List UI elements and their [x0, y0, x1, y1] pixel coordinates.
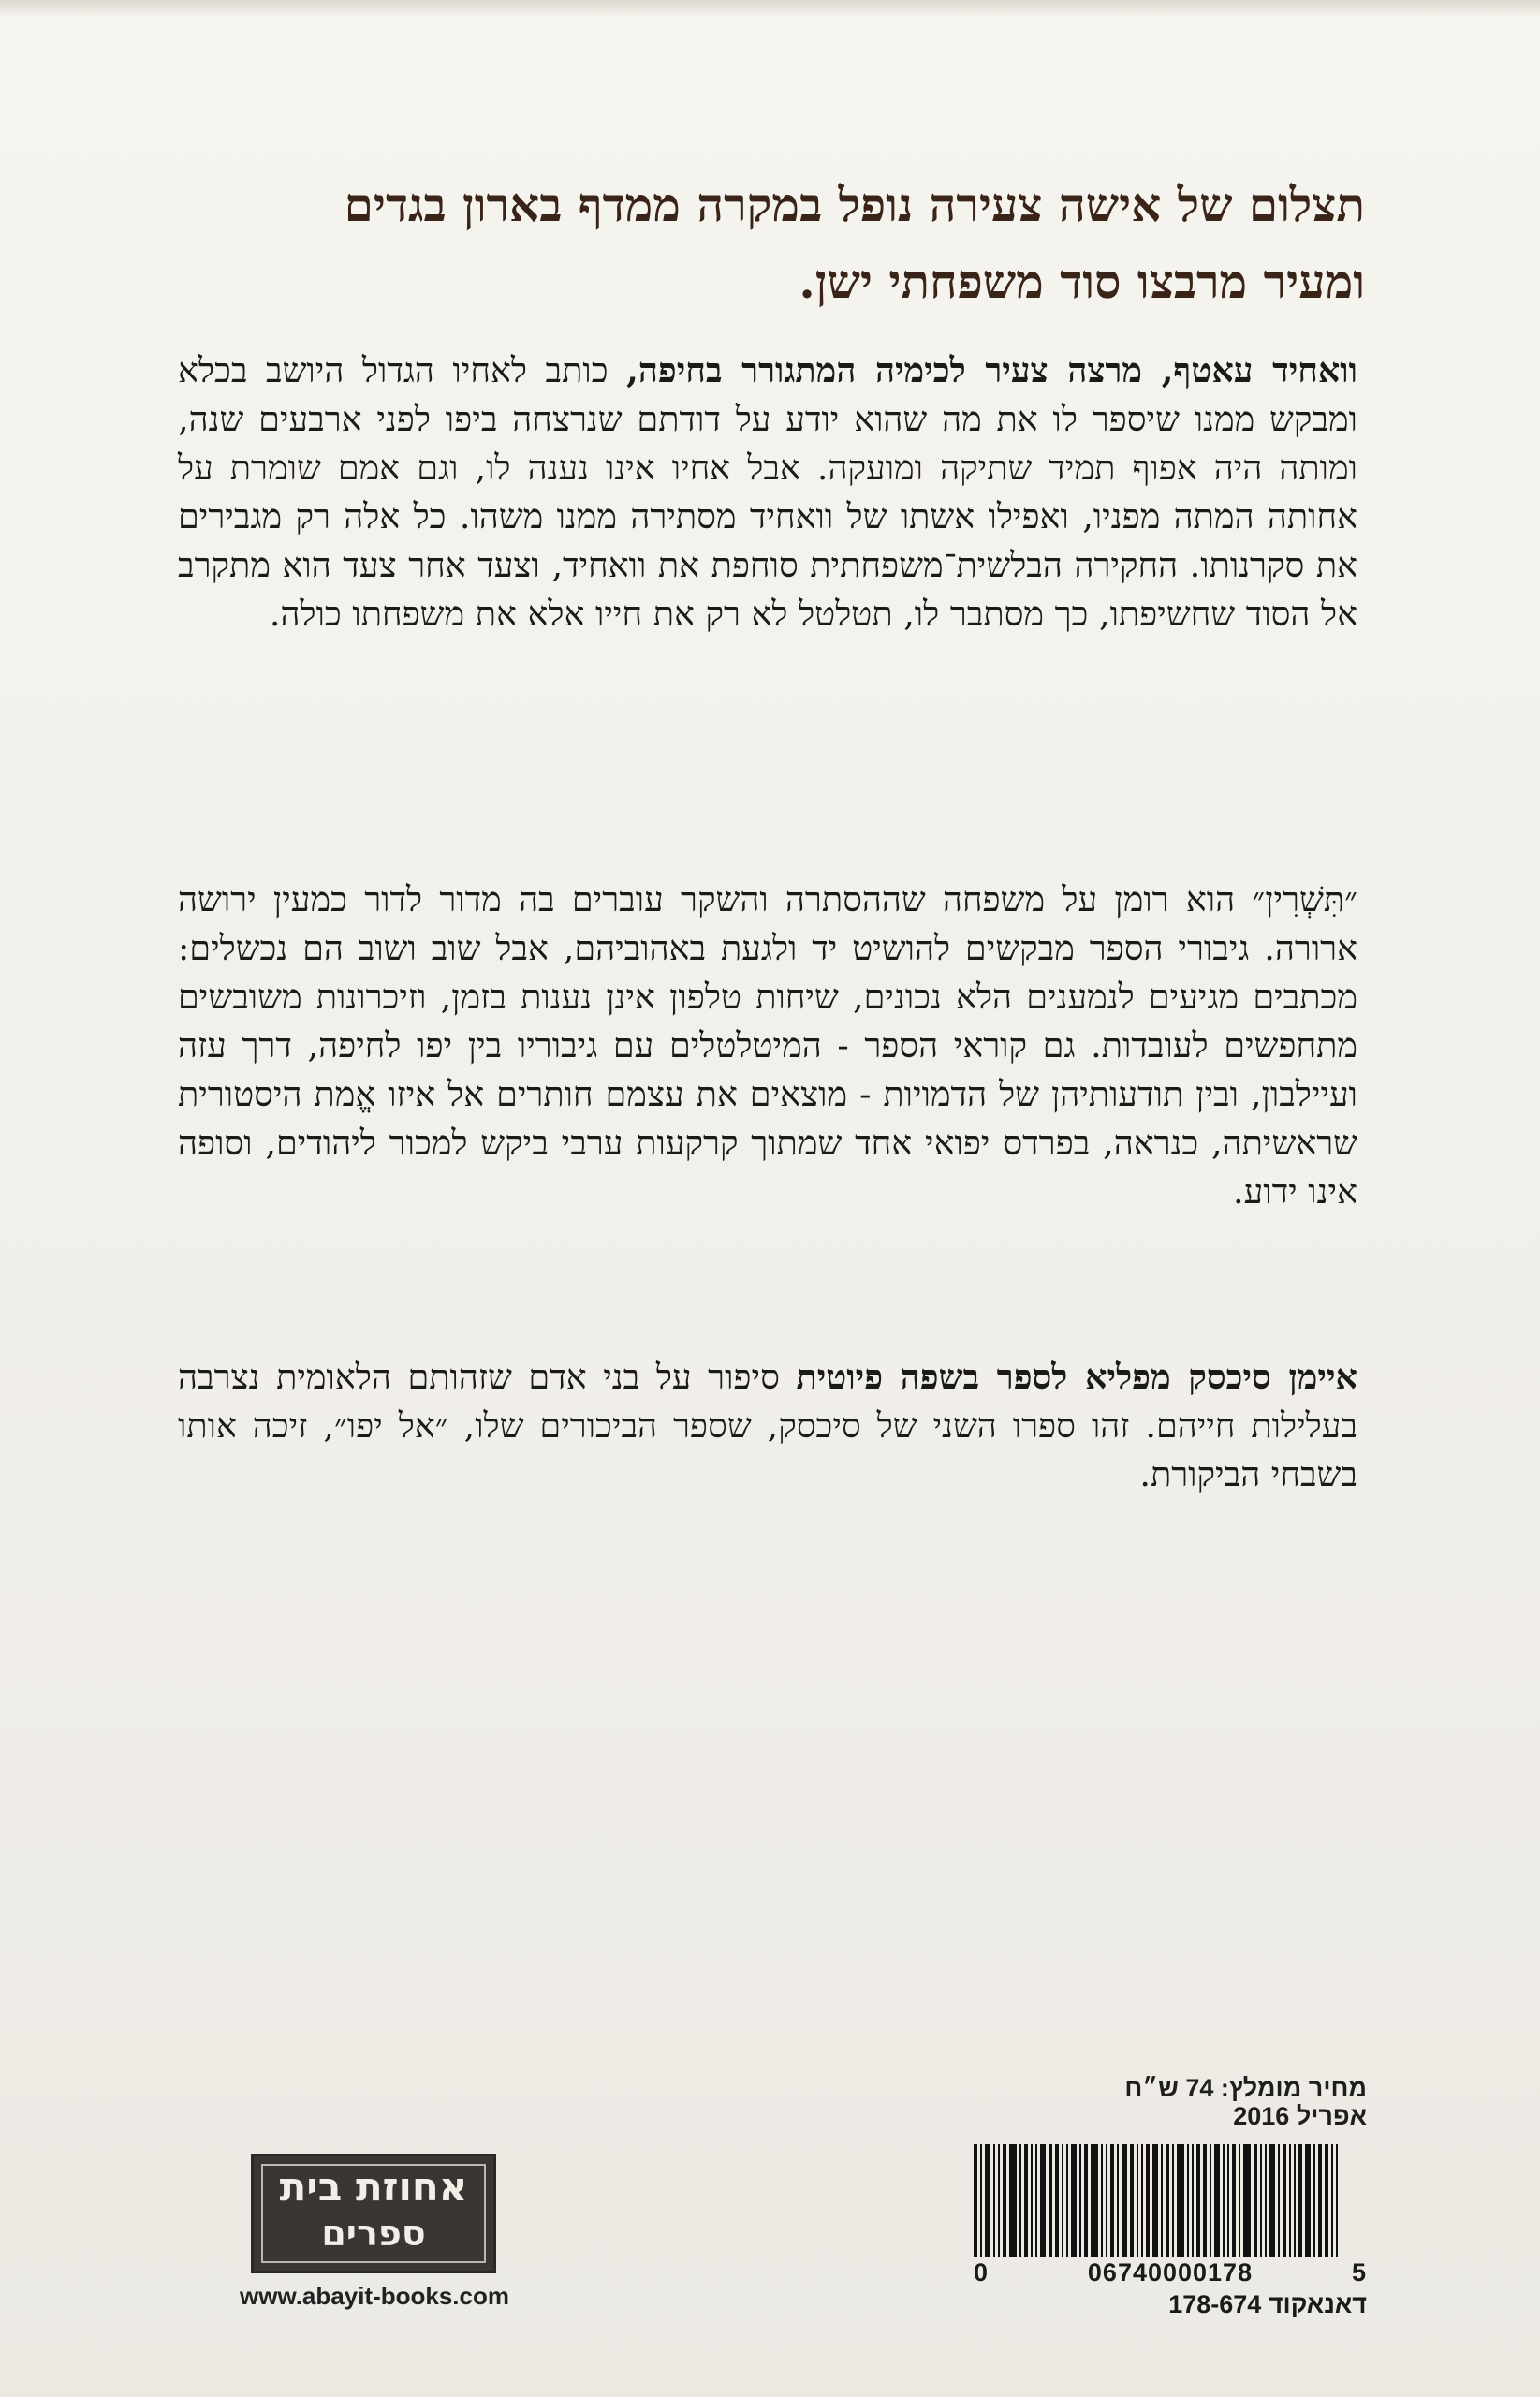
barcode-bar: [1117, 2144, 1119, 2257]
barcode-bar: [1269, 2144, 1275, 2257]
barcode-number: [974, 2258, 1367, 2287]
barcode-bar: [1122, 2144, 1127, 2257]
barcode-bar: [1187, 2144, 1189, 2257]
barcode-bar: [1298, 2144, 1302, 2257]
barcode-bar: [1031, 2144, 1033, 2257]
barcode-bar: [1009, 2144, 1017, 2257]
barcode-bar: [1214, 2144, 1220, 2257]
barcode-bar: [1289, 2144, 1291, 2257]
price-block: [969, 2074, 1367, 2130]
barcode-bar: [1243, 2144, 1251, 2257]
barcode-bar: [1278, 2144, 1280, 2257]
barcode-bar: [1079, 2144, 1081, 2257]
barcode: [974, 2144, 1367, 2257]
barcode-bar: [998, 2144, 1000, 2257]
barcode-bar: [993, 2144, 995, 2257]
barcode-bar: [1254, 2144, 1257, 2257]
publication-date: אפריל 2016: [1233, 2102, 1367, 2130]
dunacode: דאנאקוד 178-674: [1168, 2290, 1367, 2318]
recommended-price: מחיר מומלץ: 74 ש״ח: [1124, 2074, 1367, 2102]
paragraph-2-text: ״תִּשְׁרִין״ הוא רומן על משפחה שההסתרה והשקר עוברים בה מדור לדור כמעין ירושה ארורה. גיבורי הספר מבקשים להושיט יד ולגעת באהוביהם, אבל שוב ושוב הם נכשלים: מכתבים מגיעים לנמענים הלא נכונים, שיחות טלפון אינן נענות בזמן, וזיכרונות משובשים מתחפשים לעובדות. גם קוראי הספר - המיטלטלים עם גיבוריו בין יפו לחיפה, דרך עזה ועיילבון, ובין תודעותיהן של הדמויות - מוצאים את עצמם חותרים אל איזו אֱמת היסטורית שראשיתה, כנראה, בפרדס יפואי אחד שמתוך קרקעות ערבי ביקש למכור ליהודים, וסופה אינו ידוע.: [178, 879, 1357, 1212]
barcode-bar: [1101, 2144, 1103, 2257]
barcode-bar: [1141, 2144, 1143, 2257]
barcode-bar: [1313, 2144, 1315, 2257]
barcode-bar: [1066, 2144, 1068, 2257]
publisher-logo: [251, 2154, 496, 2273]
barcode-bar: [1177, 2144, 1184, 2257]
barcode-bar: [1035, 2144, 1037, 2257]
barcode-bar: [1325, 2144, 1328, 2257]
headline-line-1: תצלום של אישה צעירה נופל במקרה ממדף בארון בגדים: [344, 177, 1365, 232]
barcode-bar: [1146, 2144, 1150, 2257]
barcode-digits-middle: 06740000178: [1087, 2258, 1254, 2287]
barcode-bar: [1232, 2144, 1236, 2257]
barcode-bar: [1283, 2144, 1286, 2257]
barcode-bar: [1040, 2144, 1046, 2257]
barcode-bar: [1137, 2144, 1138, 2257]
barcode-bar: [1091, 2144, 1098, 2257]
barcode-bar: [1210, 2144, 1211, 2257]
blurb-paragraph-3: [178, 1353, 1357, 1499]
barcode-digit-right: 5: [1351, 2258, 1367, 2287]
barcode-bar: [1318, 2144, 1322, 2257]
barcode-bar: [1055, 2144, 1059, 2257]
headline-line-2: ומעיר מרבצו סוד משפחתי ישן.: [799, 254, 1365, 309]
barcode-digit-left: 0: [974, 2258, 990, 2287]
publisher-logo-line-2: ספרים: [321, 2213, 426, 2254]
barcode-bar: [1223, 2144, 1225, 2257]
barcode-bar: [1049, 2144, 1052, 2257]
barcode-bar: [974, 2144, 977, 2257]
paragraph-1-bold-lead: וואחיד עאטף, מרצה צעיר לכימיה המתגורר בחיפה,: [626, 350, 1357, 390]
barcode-bar: [1019, 2144, 1021, 2257]
barcode-bar: [1062, 2144, 1063, 2257]
barcode-bar: [980, 2144, 982, 2257]
publisher-website: www.abayit-books.com: [240, 2282, 509, 2310]
paragraph-3-bold-lead: איימן סיכסק מפליא לספר בשפה פיוטית: [796, 1357, 1357, 1397]
barcode-bar: [1071, 2144, 1077, 2257]
barcode-bar: [1336, 2144, 1338, 2257]
barcode-bar: [1196, 2144, 1200, 2257]
barcode-bar: [985, 2144, 990, 2257]
barcode-bar: [1265, 2144, 1267, 2257]
cover-top-edge: [0, 0, 1540, 17]
barcode-bar: [1331, 2144, 1333, 2257]
barcode-bar: [1106, 2144, 1107, 2257]
blurb-paragraph-2: [178, 875, 1357, 1216]
blurb-paragraph-1: [178, 346, 1357, 639]
barcode-bar: [1152, 2144, 1158, 2257]
barcode-bar: [1239, 2144, 1240, 2257]
paragraph-1-text: כותב לאחיו הגדול היושב בכלא ומבקש ממנו שיספר לו את מה שהוא יודע על דודתם שנרצחה ביפו לפני ארבעים שנה, ומותה היה אפוף תמיד שתיקה ומועקה. אבל אחיו אינו נענה לו, וגם אמם שומרת על אחותה המתה מפניו, ואפילו אשתו של וואחיד מסתירה ממנו משהו. כל אלה רק מגבירים את סקרנותו. החקירה הבלשית־משפחתית סוחפת את וואחיד, וצעד אחר צעד הוא מתקרב אל הסוד שחשיפתו, כך מסתבר לו, תטלטל לא רק את חייו אלא את משפחתו כולה.: [178, 350, 1357, 634]
barcode-bar: [1305, 2144, 1311, 2257]
barcode-bar: [1172, 2144, 1174, 2257]
barcode-bar: [1161, 2144, 1163, 2257]
barcode-bar: [1166, 2144, 1169, 2257]
barcode-bar: [1227, 2144, 1229, 2257]
barcode-bar: [1003, 2144, 1006, 2257]
barcode-bar: [1260, 2144, 1262, 2257]
publisher-logo-line-1: אחוזת בית: [279, 2164, 468, 2210]
barcode-bar: [1110, 2144, 1114, 2257]
barcode-bar: [1130, 2144, 1134, 2257]
barcode-bar: [1294, 2144, 1296, 2257]
barcode-bar: [1192, 2144, 1194, 2257]
paragraph-3-text: סיפור על בני אדם שזהותם הלאומית נצרבה בעלילות חייהם. זהו ספרו השני של סיכסק, שספר הביכורים שלו, ״אל יפו״, זיכה אותו בשבחי הביקורת.: [178, 1357, 1357, 1494]
barcode-bar: [1203, 2144, 1207, 2257]
barcode-bar: [1084, 2144, 1088, 2257]
headline: [178, 167, 1365, 320]
barcode-bar: [1024, 2144, 1028, 2257]
